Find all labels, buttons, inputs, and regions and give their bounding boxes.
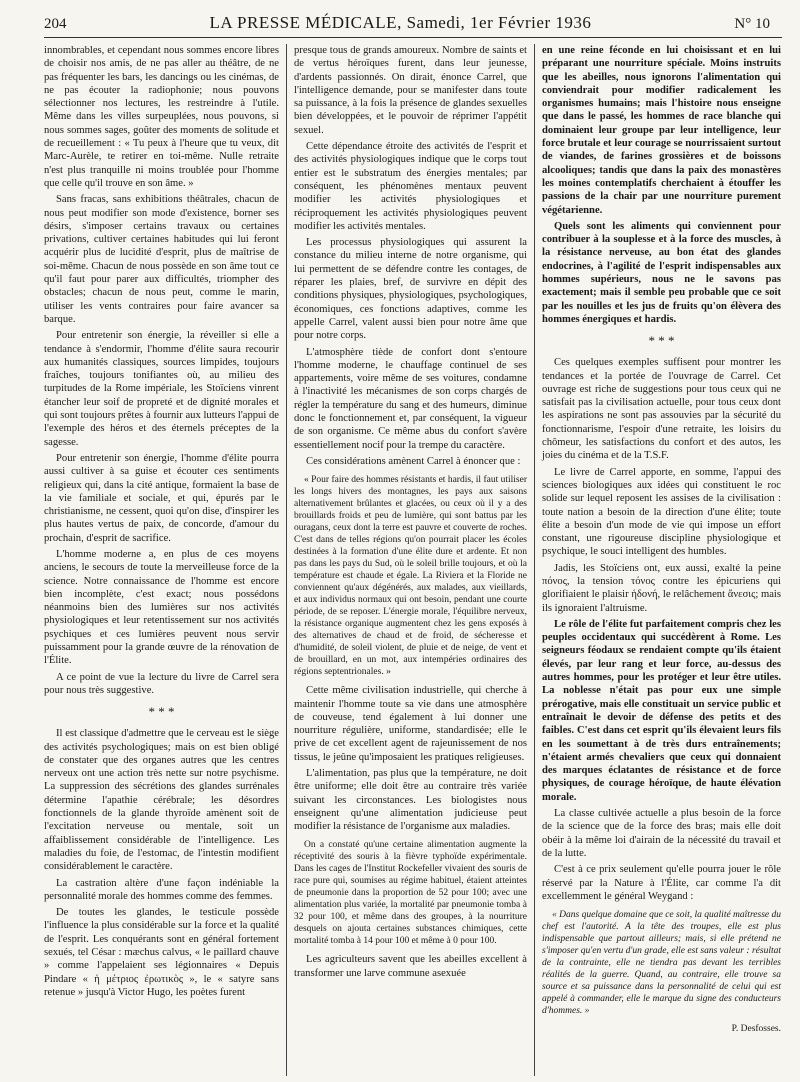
paragraph: Quels sont les aliments qui conviennent pour contribuer à la souplesse et à la force des muscles, à la résistance nerveuse, au bon état des glandes endocrines, à l'agilité de l'esprit indispensables aux hommes supérieurs, nous ne le savons pas exactement; mais il semble peu probable que ce soit par les nouilles et les jus de fruits qu'on élèvera des hommes énergiques et hardis. bbox=[542, 220, 781, 325]
paragraph: Pour entretenir son énergie, l'homme d'élite pourra aussi cultiver à sa guise et écouter ces sentiments religieux qui, dans la cité antique, formaient la base de la vie familiale et sociale, et qui, épurés par le christianisme, ne cessent, quoi qu'on dise, d'inspirer les plus hautes vertus de paix, de concorde, d'amour du prochain, d'esprit de sacrifice. bbox=[44, 452, 279, 544]
section-separator: * * * bbox=[648, 333, 675, 349]
paragraph: Il est classique d'admettre que le cerveau est le siège des activités psychologiques; mais on est bien obligé de constater que des organes autres que les centres nerveux ont une action très nette sur notre psychisme. La suppression des sécrétions des glandes surrénales détermine l'apathie cérébrale; les désordres fonctionnels de la glande thyroïde amènent soit de l'excitation nerveuse ou mentale, soit un affaiblissement considérable de l'intelligence. Les maladies du foie, de l'estomac, de l'intestin modifient considérablement le caractère. bbox=[44, 728, 279, 873]
paragraph: en une reine féconde en lui choisissant et en lui préparant une nourriture spéciale. Moins instruits que les abeilles, nous ignorons l'alimentation qui conviendrait pour modifier radicalement les organismes humains; mais l'histoire nous enseigne que dans le passé, les hommes de race blanche qui dominaient leur groupe par leur intelligence, leur force brutale et leur courage se nourrissaient surtout de viandes, de farines grossières et de boissons alcooliques; tandis que dans la paix des monastères les moines contemplatifs cherchaient à étouffer les passions de la chair par une nourriture purement végétarienne. bbox=[542, 45, 781, 216]
paragraph: presque tous de grands amoureux. Nombre de saints et de vertus héroïques furent, dans leur jeunesse, d'ardents passionnés. On dirait, énonce Carrel, que l'intelligence demande, pour se manifester dans toute sa puissance, à la fois la présence de glandes sexuelles bien développées, et le pouvoir de réprimer l'appétit sexuel. bbox=[294, 45, 527, 136]
paragraph: Les agriculteurs savent que les abeilles excellent à transformer une larve commune asexuée bbox=[294, 954, 527, 979]
author-signature: P. Desfosses. bbox=[731, 1024, 781, 1035]
paragraph: De toutes les glandes, le testicule possède l'influence la plus considérable sur la force et la qualité de l'esprit. Les conquérants sont en général fortement sexués, tel César : mæchus calvus, « le paillard chauve » comme l'appelaient ses légionnaires « Depuis Pindare « ἡ μέτριος ἐρωτικὸς », le « satyre sans retenue » jusqu'à Victor Hugo, les poètes furent bbox=[44, 907, 279, 998]
paragraph: L'alimentation, pas plus que la température, ne doit être uniforme; elle doit être au contraire très variée suivant les circonstances. Les biologistes nous enseignent qu'une alimentation judicieuse peut modifier la résistance de l'organisme aux maladies. bbox=[294, 767, 527, 833]
quotation: « Pour faire des hommes résistants et hardis, il faut utiliser les longs hivers des montagnes, les pays aux saisons alternativement brûlantes et glacées, ou ceux où il y a des brouillards froids et peu de lumière, qui sont battus par les ouragans, ceux dont la terre est pauvre et couverte de roches. C'est dans de telles régions qu'on pourrait placer les écoles destinées à la formation d'une élite dure et ardente. Et non pas dans les pays du Sud, où le soleil brille toujours, et où la température est chaude et égale. La Riviera et la Floride ne conviennent qu'aux dégénérés, aux malades, aux vieillards, et aux individus normaux qui ont besoin, pendant une courte période, de se reposer. L'énergie morale, l'équilibre nerveux, la résistance organique augmentent chez les gens exposés à des alternatives de chaud et de froid, de sécheresse et d'humidité, de soleil violent, de pluie et de neige, de vent et de brouillard, en un mot, aux intempéries ordinaires des régions septentrionales. » bbox=[294, 475, 527, 678]
paragraph: L'atmosphère tiède de confort dont s'entoure l'homme moderne, le chauffage continuel de ses appartements, voire même de ses voitures, condamne à l'inactivité les mécanismes de son corps chargés de régler la température du sang et des humeurs, diminue donc le fonctionnement et, par conséquent, la vigueur de son organisme. Ce même abus du confort s'avère essentiellement nocif pour la trempe du caractère. bbox=[294, 346, 527, 451]
paragraph: A ce point de vue la lecture du livre de Carrel sera pour nous très suggestive. bbox=[44, 671, 279, 696]
paragraph: Le rôle de l'élite fut parfaitement compris chez les peuples occidentaux qui succédèrent à Rome. Les seigneurs féodaux se rendaient compte qu'ils étaient élevés, par leur rang et leur force, au-dessus des autres hommes, pour les protéger et leur être utiles. La noblesse n'était pas pour eux une simple prérogative, mais elle constituait un service public et entraînait le devoir de défense des petits et des faibles. C'est dans cet esprit qu'ils élevaient leurs fils en les soumettant à de très durs entraînements; n'étaient armés chevaliers que ceux qui donnaient des marques éclatantes de résistance et de force physiques, de courage héroïque, de haute élévation morale. bbox=[542, 618, 781, 803]
paragraph: La castration altère d'une façon indéniable la personnalité morale des hommes comme des femmes. bbox=[44, 877, 279, 902]
paragraph: Ces considérations amènent Carrel à énoncer que : bbox=[306, 455, 521, 467]
paragraph: Ces quelques exemples suffisent pour montrer les tendances et la portée de l'ouvrage de Carrel. Cet ouvrage est riche de suggestions pour tous ceux qui ne satisfait pas la civilisation actuelle, pour tous ceux dont les aspirations ne sont pas assouvies par la sécurité du fonctionnarisme, l'espoir d'une retraite, les loisirs du chômeur, les satisfactions du confort et des autos, les joies du cinéma et de la T.S.F. bbox=[542, 357, 781, 462]
paragraph: Le livre de Carrel apporte, en somme, l'appui des sciences biologiques aux idées qui constituent le roc solide sur lequel reposent les assises de la civilisation : toute nation a besoin de la direction d'une élite; toute élite a besoin d'un mode de vie qui impose un effort constant, une rigoureuse discipline physiologique et psychique, le souci intelligent des humbles. bbox=[542, 466, 781, 558]
quotation: On a constaté qu'une certaine alimentation augmente la réceptivité des souris à la fièvre typhoïde expérimentale. Dans les cages de l'Institut Rockefeller vivaient des souris de race pure qui, soumises au régime habituel, étaient atteintes de pneumonie dans la proportion de 52 pour 100; avec une alimentation plus variée, la mortalité par pneumonie tomba à 32 pour 100, et même dans des groupes, à la nourriture desquels on ajouta certaines substances chimiques, cette mortalité tomba à 14 pour 100 et même à 0 pour 100. bbox=[294, 840, 527, 947]
article-columns bbox=[44, 44, 788, 1076]
paragraph: innombrables, et cependant nous sommes encore libres de choisir nos amis, de ne pas aller au théâtre, de ne pas fréquenter les bars, les dancings ou les cinémas, de ne pas écouter la radiophonie; nous pouvons sélectionner nos lectures, les restreindre à l'utile. Même dans les villes surpeuplées, nous pouvons, si nous sommes sages, goûter des moments de solitude et de recueillement : « Tu peux à l'heure que tu veux, dit Marc-Aurèle, te retirer en toi-même. Nulle retraite n'est plus tranquille ni moins troublée pour l'homme que celle qu'il trouve en son âme. » bbox=[44, 45, 279, 189]
quotation: « Dans quelque domaine que ce soit, la qualité maîtresse du chef est l'autorité. A la tête des troupes, elle est plus indispensable que partout ailleurs; mais, si elle prétend ne s'imposer qu'en vertu d'un grade, elle est sans valeur : résultat de la contrainte, elle ne tiendra pas devant les terribles réalités de la guerre. Quand, au contraire, elle trouve sa source et sa puissance dans la personnalité de celui qui est appelé à commander, elle le marque du signe des conducteurs d'hommes. » bbox=[542, 910, 781, 1017]
paragraph: Pour entretenir son énergie, la réveiller si elle a tendance à s'endormir, l'homme d'élite saura recourir aux humanités classiques, sources limpides, toujours fraîches, toujours tonifiantes où, au milieu des turpitudes de la Rome impériale, les Stoïciens vinrent étancher leur soif de propreté et de dignité morales et qui sont toujours prêtes à fournir aux lutteurs l'appui de l'exemple des héros et des éternels préceptes de la sagesse. bbox=[44, 330, 279, 448]
paragraph: Jadis, les Stoïciens ont, eux aussi, exalté la peine πόνος, la tension τόνος contre les épicuriens qui glorifiaient le plaisir ἡδονή, le relâchement ἄνεσις; mais ils ignoraient l'altruisme. bbox=[542, 562, 781, 614]
section-separator: * * * bbox=[148, 704, 175, 720]
paragraph: C'est à ce prix seulement qu'elle pourra jouer le rôle réservé par la Nature à l'Élite, car comme l'a dit excellemment le général Weygand : bbox=[542, 864, 781, 902]
column-1 bbox=[44, 44, 287, 1076]
paragraph: Cette même civilisation industrielle, qui cherche à maintenir l'homme toute sa vie dans une atmosphère de couveuse, tend également à lui donner une nourriture régulière, uniforme, standardisée; elle le prive de cet excellent agent de rajeunissement de nos tissus, le jeûne qu'imposaient les pratiques religieuses. bbox=[294, 685, 527, 763]
paragraph: L'homme moderne a, en plus de ces moyens anciens, le secours de toute la merveilleuse force de la science. Notre connaissance de l'homme est encore bien incomplète, c'est exact; nous possédons néanmoins bien des lumières sur nos activités physiologiques et leur retentissement sur nos activités psychiques et ces lumières peuvent nous servir puissamment pour la grande œuvre de la rénovation de l'Élite. bbox=[44, 548, 279, 667]
page-number: 204 bbox=[44, 16, 67, 32]
paragraph: Sans fracas, sans exhibitions théâtrales, chacun de nous peut modifier son mode d'existence, borner ses désirs, s'imposer certains travaux ou certaines privations, cultiver certaines habitudes qui lui feront acquérir plus de lucidité d'esprit, plus de maîtrise de soi-même. Chacun de nous possède en son âme tout ce qu'il faut pour parer aux difficultés, triompher des obstacles; chacun de nous peut, comme le marin, utiliser les vents contraires pour faire avancer sa barque. bbox=[44, 194, 279, 325]
issue-number: N° 10 bbox=[734, 16, 770, 32]
paragraph: Les processus physiologiques qui assurent la constance du milieu interne de notre organisme, qui lui permettent de se défendre contre les contages, de réparer les plaies, bref, de survivre en dépit des conditions physiques, physiologiques, psychologiques, économiques, ces fonctions adaptives, comme les appelle Carrel, valent aussi bien pour notre âme que pour notre corps. bbox=[294, 237, 527, 342]
journal-title: LA PRESSE MÉDICALE, Samedi, 1er Février 1936 bbox=[209, 13, 592, 32]
page-header bbox=[44, 0, 782, 38]
column-2 bbox=[287, 44, 535, 1076]
column-3 bbox=[535, 44, 788, 1076]
paragraph: Cette dépendance étroite des activités de l'esprit et des activités physiologiques indique que le corps tout entier est le substratum des énergies mentales; par conséquent, les phénomènes mentaux peuvent modifier les activités physiologiques et réciproquement les activités physiologiques peuvent modifier les activités mentales. bbox=[294, 141, 527, 232]
paragraph: La classe cultivée actuelle a plus besoin de la force de la science que de la force des bras; mais elle doit obéir à la même loi d'airain de la nécessité du travail et de la lutte. bbox=[542, 808, 781, 859]
